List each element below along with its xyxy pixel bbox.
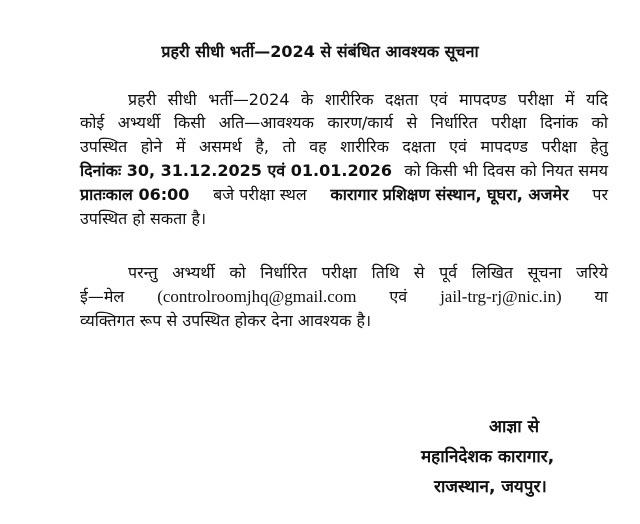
- para1-line4-rest: को किसी भी दिवस को नियत समय: [404, 161, 608, 180]
- para1-line4: [80, 161, 608, 181]
- para2-line3: व्यक्तिगत रूप से उपस्थित होकर देना आवश्यक है।: [80, 311, 372, 330]
- exam-dates: दिनांकः 30, 31.12.2025 एवं 01.01.2026: [80, 161, 392, 180]
- para1-line5-mid: बजे परीक्षा स्थल: [213, 185, 307, 204]
- signature-designation: महानिदेशक कारागार,: [421, 447, 555, 467]
- notice-title: प्रहरी सीधी भर्ती—2024 से संबंधित आवश्यक सूचना: [161, 42, 479, 61]
- para2-line1-text: परन्तु अभ्यर्थी को निर्धारित परीक्षा तिथि से पूर्व लिखित सूचना जरिये: [128, 263, 608, 282]
- para1-line3-text: उपस्थित होने में असमर्थ है, तो वह शारीरिक दक्षता एवं मापदण्ड परीक्षा हेतु: [80, 137, 608, 156]
- para1-line6: उपस्थित हो सकता है।: [80, 209, 207, 228]
- para1-line5: [80, 185, 608, 205]
- signature-location: राजस्थान, जयपुर।: [434, 477, 547, 497]
- para1-line1-text: प्रहरी सीधी भर्ती—2024 के शारीरिक दक्षता एवं मापदण्ड परीक्षा में यदि: [128, 90, 608, 109]
- exam-venue: कारागार प्रशिक्षण संस्थान, घूघरा, अजमेर: [330, 185, 569, 204]
- and-text: एवं: [389, 287, 408, 306]
- or-text: या: [594, 287, 608, 306]
- para1-line2: [80, 113, 608, 133]
- email-control-room: (controlroomjhq@gmail.com: [157, 287, 357, 306]
- exam-time: प्रातःकाल 06:00: [80, 185, 190, 204]
- para2-line2: [80, 287, 608, 307]
- para1-line5-rest: पर: [592, 185, 608, 204]
- para2-line1: [128, 263, 608, 283]
- para1-line3: [80, 137, 608, 157]
- email-jail-trg: jail-trg-rj@nic.in): [440, 287, 562, 306]
- email-label: ई—मेल: [80, 287, 125, 306]
- para1-line2-text: कोई अभ्यर्थी किसी अति—आवश्यक कारण/कार्य से निर्धारित परीक्षा दिनांक को: [80, 113, 608, 132]
- para1-line1: [128, 90, 608, 110]
- signature-order: आज्ञा से: [489, 417, 540, 437]
